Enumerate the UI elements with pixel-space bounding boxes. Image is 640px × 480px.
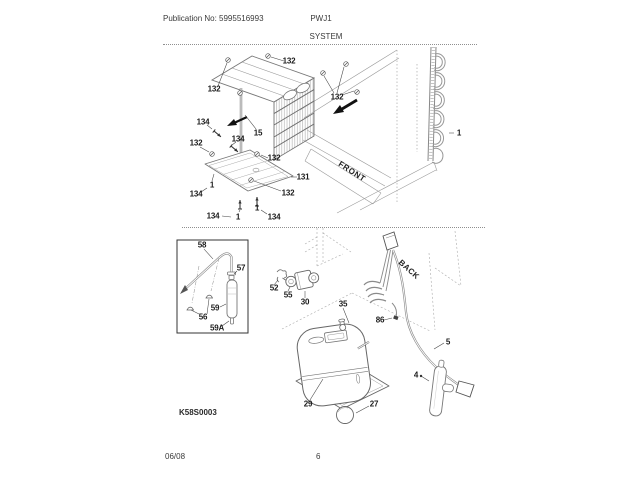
- callout-134: 134: [196, 117, 210, 127]
- callout-131: 131: [296, 172, 310, 182]
- publication-number: Publication No: 5995516993: [163, 14, 264, 23]
- section-title: SYSTEM: [309, 32, 343, 41]
- wiring-harness-drawing: [364, 232, 474, 397]
- callout-29: 29: [303, 399, 313, 409]
- starter-device-4-icon: [429, 359, 457, 417]
- callout-59A: 59A: [209, 323, 225, 333]
- model-number: PWJ1: [310, 14, 332, 23]
- callout-134: 134: [206, 211, 220, 221]
- callout-134: 134: [231, 134, 245, 144]
- callout-1: 1: [254, 203, 260, 213]
- terminal-parts-drawing: [277, 268, 320, 289]
- callout-132: 132: [207, 84, 221, 94]
- footer-date: 06/08: [165, 452, 186, 461]
- callout-132: 132: [330, 92, 344, 102]
- callout-132: 132: [189, 138, 203, 148]
- evaporator-drawing: [212, 56, 314, 160]
- callout-52: 52: [269, 283, 279, 293]
- fitting-57-icon: [228, 272, 236, 280]
- callout-59: 59: [210, 303, 220, 313]
- callout-4: 4: [413, 370, 419, 380]
- grommet-foot-27-icon: [337, 407, 354, 424]
- callout-132: 132: [282, 56, 296, 66]
- callout-58: 58: [197, 240, 207, 250]
- callout-35: 35: [338, 299, 348, 309]
- drier-59-icon: [227, 280, 237, 324]
- connector-86-icon: [393, 315, 398, 320]
- footer-page-number: 6: [316, 452, 321, 461]
- callout-27: 27: [369, 399, 379, 409]
- callout-134: 134: [189, 189, 203, 199]
- callout-57: 57: [236, 263, 246, 273]
- callout-1: 1: [235, 212, 241, 222]
- harness-plug-icon: [456, 381, 474, 397]
- front-label: FRONT: [336, 159, 368, 184]
- callout-55: 55: [283, 290, 293, 300]
- callout-5: 5: [445, 337, 451, 347]
- callout-1: 1: [456, 128, 462, 138]
- callout-134: 134: [267, 212, 281, 222]
- callout-132: 132: [267, 153, 281, 163]
- back-label: BACK: [396, 257, 422, 282]
- callout-86: 86: [375, 315, 385, 325]
- callout-15: 15: [253, 128, 263, 138]
- diagram-code: K58S0003: [179, 408, 217, 417]
- clamp-icon: [187, 295, 214, 310]
- condenser-coil-drawing: [428, 47, 445, 163]
- callout-56: 56: [198, 312, 208, 322]
- relay-30-icon: [294, 268, 320, 289]
- callout-132: 132: [281, 188, 295, 198]
- cabinet-outline-drawing: [300, 50, 437, 213]
- diagram-divider: [182, 227, 485, 228]
- filter-drier-inset-box: [177, 240, 248, 333]
- callout-30: 30: [300, 297, 310, 307]
- callout-1: 1: [209, 180, 215, 190]
